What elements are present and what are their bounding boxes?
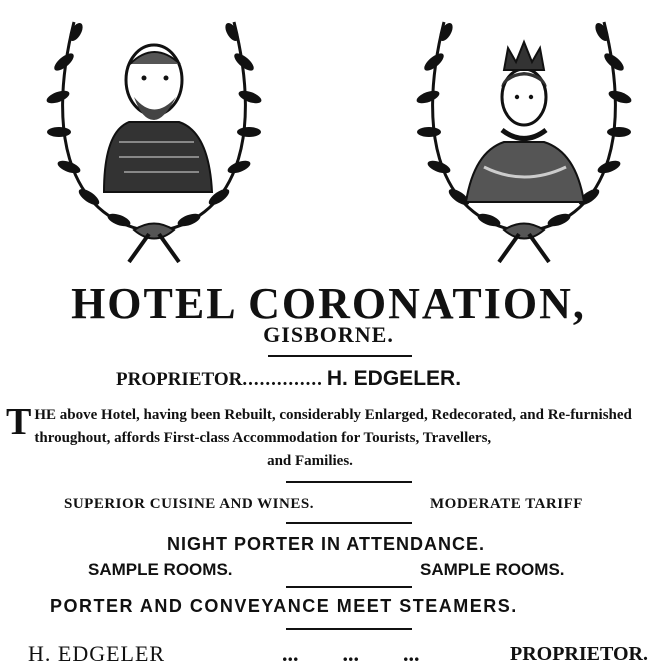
proprietor-dots: ..............	[242, 369, 323, 390]
proprietor-line	[116, 367, 461, 391]
divider	[286, 481, 412, 483]
sample-rooms-right: SAMPLE ROOMS.	[420, 560, 565, 579]
porter-conveyance-text: PORTER AND CONVEYANCE MEET STEAMERS.	[50, 596, 518, 616]
description-paragraph	[6, 401, 654, 473]
night-porter-text: NIGHT PORTER IN ATTENDANCE.	[167, 534, 485, 554]
divider	[286, 522, 412, 524]
footer-title: PROPRIETOR.	[510, 643, 648, 665]
queen-portrait-icon	[404, 2, 644, 272]
sample-rooms-left: SAMPLE ROOMS.	[88, 560, 233, 579]
divider	[286, 628, 412, 630]
proprietor-label: PROPRIETOR	[116, 369, 243, 390]
description-text: HE above Hotel, having been Rebuilt, considerably Enlarged, Redecorated, and Re-furnished throughout, affords First-class Accommodation for Tourists, Travellers,	[34, 407, 632, 446]
footer-name: H. EDGELER	[28, 641, 166, 666]
proprietor-name: H. EDGELER.	[326, 367, 462, 390]
drop-cap: T	[6, 401, 32, 443]
footer-dots: ... ... ...	[282, 641, 420, 666]
cuisine-text: SUPERIOR CUISINE AND WINES.	[64, 496, 314, 512]
tariff-text: MODERATE TARIFF	[430, 496, 583, 512]
divider	[286, 586, 412, 588]
hotel-name: HOTEL CORONATION,	[71, 279, 586, 328]
divider	[268, 355, 412, 357]
description-last-line: and Families.	[267, 453, 353, 469]
hotel-location: GISBORNE.	[263, 322, 394, 347]
king-portrait-icon	[34, 2, 274, 272]
